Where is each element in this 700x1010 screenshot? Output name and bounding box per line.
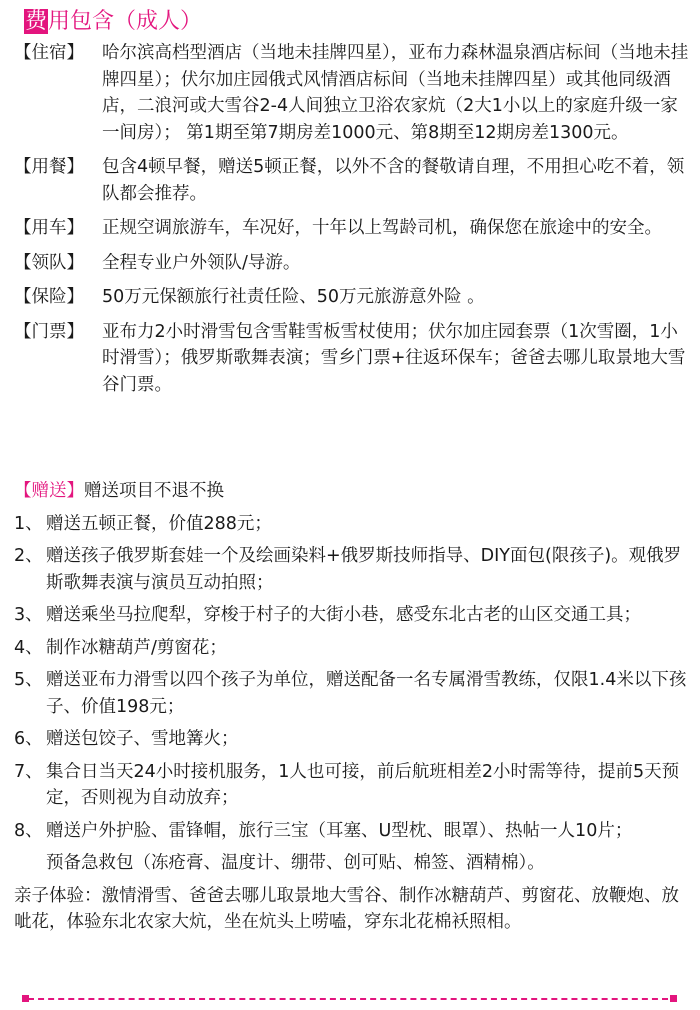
- gift-item: [14, 602, 690, 629]
- included-row-vehicle: [14, 215, 690, 242]
- gift-item-number: 8、: [14, 820, 43, 841]
- gift-item-number: 1、: [14, 513, 43, 534]
- vehicle-tag: 【用车】: [14, 218, 84, 238]
- gift-item-number: 7、: [14, 761, 43, 782]
- tickets-tag: 【门票】: [14, 321, 84, 342]
- title-rest: 用包含（成人）: [48, 9, 203, 34]
- divider-right-dot: [670, 995, 677, 1002]
- gift-item-number: 2、: [14, 546, 43, 566]
- parent-child-experience: 亲子体验：激情滑雪、爸爸去哪儿取景地大雪谷、制作冰糖葫芦、剪窗花、放鞭炮、放呲花，体验东北农家大炕，坐在炕头上唠嗑，穿东北花棉袄照相。: [14, 885, 679, 932]
- gift-item: [14, 726, 690, 753]
- gift-heading-text: 赠送项目不退不换: [84, 481, 224, 501]
- gift-item-number: 4、: [14, 637, 43, 658]
- gift-item: [14, 818, 690, 845]
- gift-item-number: 5、: [14, 670, 43, 690]
- gift-item: [14, 759, 690, 812]
- gift-item: [14, 635, 690, 662]
- included-row-lodging: [14, 40, 690, 146]
- included-row-insurance: [14, 284, 690, 311]
- gift-section: [14, 478, 690, 936]
- included-row-guide: [14, 250, 690, 277]
- title-highlight: 费: [25, 9, 48, 34]
- gift-item-text: 赠送户外护脸、雷锋帽，旅行三宝（耳塞、U型枕、眼罩）、热帖一人10片；: [46, 820, 633, 841]
- gift-item: [14, 667, 690, 720]
- gift-item-text: 赠送乘坐马拉爬犁，穿梭于村子的大街小巷，感受东北古老的山区交通工具；: [46, 605, 641, 625]
- tickets-text: 亚布力2小时滑雪包含雪鞋雪板雪杖使用；伏尔加庄园套票（1次雪圈，1小时滑雪）；俄罗斯歌舞表演；雪乡门票+往返环保车；爸爸去哪儿取景地大雪谷门票。: [102, 321, 686, 395]
- gift-tag: 【赠送】: [14, 481, 84, 501]
- included-list: [14, 40, 690, 398]
- gift-item-text: 赠送孩子俄罗斯套娃一个及绘画染料+俄罗斯技师指导、DIY面包(限孩子)。观俄罗斯歌舞表演与演员互动拍照；: [46, 546, 682, 593]
- gift-item: [14, 511, 690, 538]
- insurance-text: 50万元保额旅行社责任险、50万元旅游意外险 。: [102, 287, 485, 307]
- gift-item-text: 集合日当天24小时接机服务，1人也可接，前后航班相差2小时需等待，提前5天预定，否则视为自动放弃；: [46, 761, 680, 808]
- meals-tag: 【用餐】: [14, 157, 84, 177]
- included-row-tickets: [14, 319, 690, 399]
- gift-item-number: 6、: [14, 729, 43, 749]
- gift-item-number: 3、: [14, 605, 43, 625]
- gift-item-text: 赠送亚布力滑雪以四个孩子为单位，赠送配备一名专属滑雪教练，仅限1.4米以下孩子、价值198元；: [46, 670, 687, 717]
- gift-item-text: 赠送包饺子、雪地篝火；: [46, 729, 239, 749]
- first-aid-kit-text: 预备急救包（冻疮膏、温度计、绷带、创可贴、棉签、酒精棉）。: [46, 853, 545, 873]
- lodging-tag: 【住宿】: [14, 43, 84, 63]
- section-title: [24, 6, 202, 38]
- gift-item-text: 制作冰糖葫芦/剪窗花；: [46, 637, 227, 658]
- gift-heading: [14, 478, 690, 505]
- lodging-text: 哈尔滨高档型酒店（当地未挂牌四星），亚布力森林温泉酒店标间（当地未挂牌四星）；伏尔加庄园俄式风情酒店标间（当地未挂牌四星）或其他同级酒店，二浪河或大雪谷2-4人间独立卫浴农家炕（2大1小以上的家庭升级一家一间房）； 第1期至第7期房差1000元、第8期至12期房差1300元。: [102, 43, 689, 143]
- vehicle-text: 正规空调旅游车，车况好，十年以上驾龄司机，确保您在旅途中的安全。: [102, 218, 662, 238]
- guide-tag: 【领队】: [14, 252, 84, 273]
- included-row-meals: [14, 154, 690, 207]
- gift-item: [14, 543, 690, 596]
- meals-text: 包含4顿早餐，赠送5顿正餐，以外不含的餐敬请自理，不用担心吃不着，领队都会推荐。: [102, 157, 685, 204]
- insurance-tag: 【保险】: [14, 287, 84, 307]
- dashed-divider: [28, 998, 668, 1000]
- guide-text: 全程专业户外领队/导游。: [102, 252, 301, 273]
- gift-item-text: 赠送五顿正餐，价值288元；: [46, 513, 272, 534]
